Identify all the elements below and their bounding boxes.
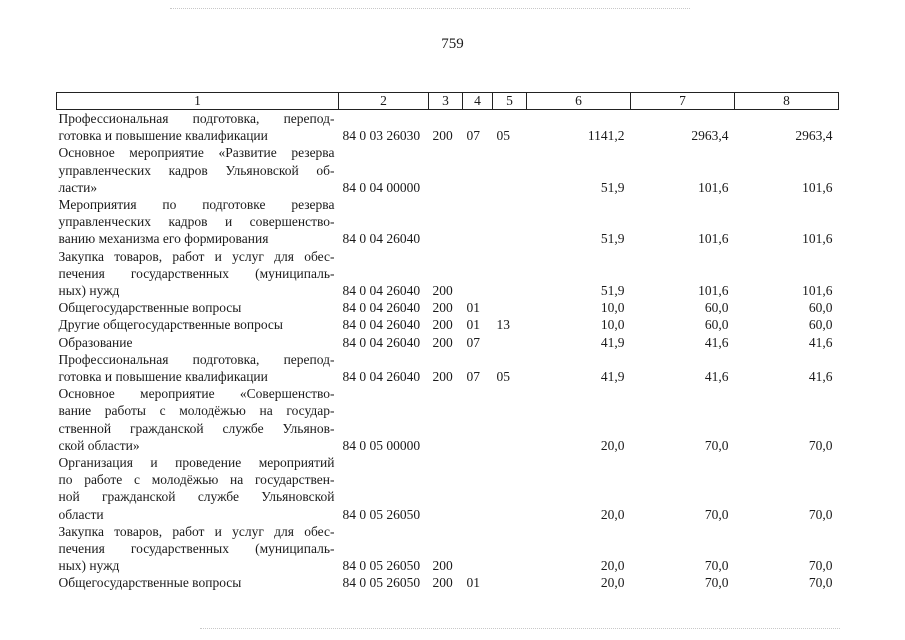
row-col-7: 101,6 (698, 283, 729, 299)
row-col-4 (463, 144, 493, 196)
row-col-4 (463, 248, 493, 300)
header-row (57, 93, 839, 110)
header-col-3: 3 (429, 93, 463, 110)
row-col-5 (493, 334, 527, 351)
row-col-7: 41,6 (704, 369, 729, 385)
row-code: 84 0 04 26040 (342, 300, 421, 316)
row-name-line: ласти» (58, 179, 98, 195)
row-code: 84 0 04 26040 (342, 283, 421, 299)
row-name (57, 574, 339, 591)
row-name-line: Закупка товаров, работ и услуг для обес- (58, 248, 335, 264)
row-name (57, 248, 339, 300)
row-name (57, 385, 339, 454)
row-col-3 (429, 454, 463, 523)
row-col-7: 60,0 (704, 300, 729, 316)
row-col-5 (493, 196, 527, 248)
row-name-line: Общегосударственные вопросы (58, 575, 242, 591)
table-row (57, 144, 839, 196)
row-col-7: 41,6 (704, 334, 729, 350)
row-code: 84 0 05 26050 (342, 506, 421, 522)
table-row (57, 351, 839, 385)
row-col-4 (463, 523, 493, 575)
row-name-line: ственной гражданской службе Ульянов- (58, 420, 335, 436)
header-col-5: 5 (493, 93, 527, 110)
row-name-line: Основное мероприятие «Развитие резерва (58, 145, 335, 161)
row-col-5 (493, 574, 527, 591)
table-body (57, 110, 839, 592)
row-name-line: ванию механизма его формирования (58, 231, 269, 247)
row-name-line: управленческих кадров и совершенство- (58, 214, 335, 230)
header-col-4: 4 (463, 93, 493, 110)
row-col-6: 41,9 (600, 334, 625, 350)
row-col-3: 200 (432, 575, 453, 591)
row-col-7: 101,6 (698, 231, 729, 247)
row-name (57, 299, 339, 316)
row-col-8: 101,6 (802, 231, 833, 247)
row-name-line: Профессиональная подготовка, перепод- (58, 111, 335, 126)
row-col-8: 70,0 (808, 558, 833, 574)
row-name-line: области (58, 506, 104, 522)
row-name-line: Организация и проведение мероприятий (58, 455, 335, 471)
row-code: 84 0 04 26040 (342, 369, 421, 385)
row-col-5 (493, 385, 527, 454)
row-col-3: 200 (432, 300, 453, 316)
row-col-5 (493, 248, 527, 300)
row-col-4 (463, 196, 493, 248)
row-name (57, 523, 339, 575)
page-number: 759 (441, 36, 464, 52)
row-name-line: ных) нужд (58, 558, 120, 574)
row-code: 84 0 05 26050 (342, 558, 421, 574)
row-col-5: 05 (496, 128, 510, 144)
row-code: 84 0 04 26040 (342, 317, 421, 333)
row-col-4: 01 (466, 317, 480, 333)
row-name (57, 334, 339, 351)
row-col-3 (429, 385, 463, 454)
row-col-7: 70,0 (704, 575, 729, 591)
row-col-6: 1141,2 (587, 128, 625, 144)
table-row (57, 523, 839, 575)
row-col-4: 01 (466, 300, 480, 316)
row-col-8: 60,0 (808, 300, 833, 316)
table-header (57, 93, 839, 110)
row-col-3: 200 (432, 283, 453, 299)
row-col-3: 200 (432, 334, 453, 350)
row-code: 84 0 05 00000 (342, 437, 421, 453)
row-col-5 (493, 523, 527, 575)
row-col-8: 101,6 (802, 179, 833, 195)
row-name-line: готовка и повышение квалификации (58, 369, 268, 385)
row-col-8: 101,6 (802, 283, 833, 299)
row-col-7: 101,6 (698, 179, 729, 195)
row-name-line: печения государственных (муниципаль- (58, 265, 335, 281)
row-name-line: печения государственных (муниципаль- (58, 541, 335, 557)
table-row (57, 316, 839, 333)
row-col-4: 07 (466, 128, 480, 144)
table-row (57, 574, 839, 591)
table-row (57, 334, 839, 351)
row-name-line: управленческих кадров Ульяновской об- (58, 162, 335, 178)
row-name-line: готовка и повышение квалификации (58, 128, 268, 144)
row-name-line: ской области» (58, 437, 140, 453)
row-code: 84 0 04 00000 (342, 179, 421, 195)
row-name (57, 351, 339, 385)
header-col-2: 2 (339, 93, 429, 110)
row-col-5 (493, 299, 527, 316)
row-col-4 (463, 454, 493, 523)
row-col-6: 20,0 (600, 437, 625, 453)
row-col-6: 10,0 (600, 317, 625, 333)
row-col-6: 10,0 (600, 300, 625, 316)
header-col-6: 6 (527, 93, 631, 110)
header-col-8: 8 (735, 93, 839, 110)
row-col-6: 51,9 (600, 231, 625, 247)
table-row (57, 196, 839, 248)
row-col-3: 200 (432, 317, 453, 333)
row-col-8: 70,0 (808, 506, 833, 522)
row-name-line: Мероприятия по подготовке резерва (58, 197, 335, 213)
row-col-7: 2963,4 (691, 128, 729, 144)
row-name-line: Закупка товаров, работ и услуг для обес- (58, 523, 335, 539)
row-name (57, 454, 339, 523)
row-col-7: 70,0 (704, 558, 729, 574)
row-name-line: по работе с молодёжью на государствен- (58, 472, 335, 488)
row-col-3: 200 (432, 558, 453, 574)
row-col-8: 70,0 (808, 575, 833, 591)
row-col-4: 07 (466, 334, 480, 350)
row-col-3 (429, 144, 463, 196)
row-col-3: 200 (432, 369, 453, 385)
table-row (57, 299, 839, 316)
row-col-6: 41,9 (600, 369, 625, 385)
row-name-line: Профессиональная подготовка, перепод- (58, 351, 335, 367)
budget-table (56, 92, 839, 592)
row-code: 84 0 05 26050 (342, 575, 421, 591)
row-col-7: 70,0 (704, 506, 729, 522)
row-col-6: 20,0 (600, 506, 625, 522)
row-col-8: 60,0 (808, 317, 833, 333)
row-name (57, 110, 339, 145)
row-col-6: 51,9 (600, 283, 625, 299)
row-col-6: 20,0 (600, 558, 625, 574)
row-name-line: вание работы с молодёжью на государ- (58, 403, 335, 419)
row-code: 84 0 04 26040 (342, 231, 421, 247)
row-col-5 (493, 454, 527, 523)
table-row (57, 110, 839, 145)
row-name (57, 196, 339, 248)
row-col-8: 41,6 (808, 369, 833, 385)
row-col-7: 70,0 (704, 437, 729, 453)
row-col-8: 41,6 (808, 334, 833, 350)
row-code: 84 0 04 26040 (342, 334, 421, 350)
row-col-6: 20,0 (600, 575, 625, 591)
table-row (57, 248, 839, 300)
table-row (57, 454, 839, 523)
row-col-5: 05 (496, 369, 510, 385)
row-col-4: 07 (466, 369, 480, 385)
scan-artifact-bottom (200, 628, 840, 630)
row-name-line: Основное мероприятие «Совершенство- (58, 386, 335, 402)
row-col-4 (463, 385, 493, 454)
row-code: 84 0 03 26030 (342, 128, 421, 144)
row-col-3: 200 (432, 128, 453, 144)
row-col-7: 60,0 (704, 317, 729, 333)
scan-artifact-top (170, 8, 690, 10)
row-col-5: 13 (496, 317, 510, 333)
header-col-1: 1 (57, 93, 339, 110)
row-col-5 (493, 144, 527, 196)
row-name-line: ных) нужд (58, 283, 120, 299)
row-col-4: 01 (466, 575, 480, 591)
row-col-8: 70,0 (808, 437, 833, 453)
table-row (57, 385, 839, 454)
row-col-6: 51,9 (600, 179, 625, 195)
row-col-8: 2963,4 (795, 128, 833, 144)
header-col-7: 7 (631, 93, 735, 110)
row-name-line: ной гражданской службе Ульяновской (58, 489, 335, 505)
row-name-line: Другие общегосударственные вопросы (58, 317, 283, 333)
row-name-line: Образование (58, 334, 133, 350)
row-name-line: Общегосударственные вопросы (58, 300, 242, 316)
row-col-3 (429, 196, 463, 248)
row-name (57, 144, 339, 196)
row-name (57, 316, 339, 333)
